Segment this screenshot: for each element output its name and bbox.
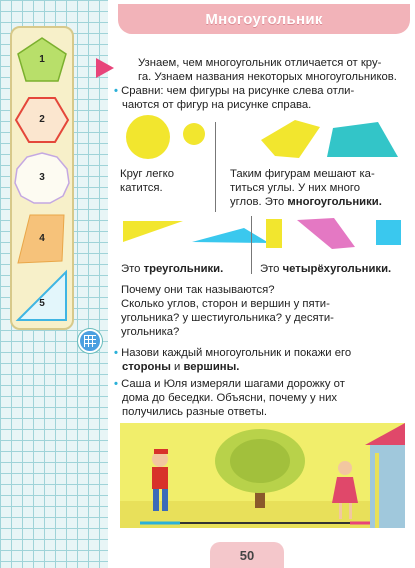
compare-text (114, 84, 409, 112)
path-scene-illustration (120, 423, 405, 528)
task-steps (114, 377, 411, 419)
pink-quadrilateral (297, 218, 355, 249)
polygon-strip (10, 26, 74, 330)
questions-line-1: Почему они так называются? (121, 284, 275, 296)
bullet-icon: • (114, 347, 118, 359)
small-circle (183, 123, 205, 145)
grid-margin (0, 0, 110, 568)
compare-line-2: чаются от фигур на рисунке справа. (122, 99, 312, 111)
circle-caption (120, 167, 220, 195)
strip-number-2: 2 (39, 114, 45, 125)
task-sides-line-1: Назови каждый многоугольник и покажи его (121, 347, 352, 359)
globe-icon (78, 329, 102, 353)
bullet-icon: • (114, 85, 118, 97)
cyan-square (376, 220, 401, 245)
intro-line-1: Узнаем, чем многоугольник отличается от кру- (138, 57, 382, 69)
polygon-caption (230, 167, 410, 209)
triangles-caption (121, 262, 251, 276)
questions-line-2: Сколько углов, сторон и вершин у пяти- (121, 298, 330, 310)
strip-number-5: 5 (39, 298, 45, 309)
triangles-term: треугольники. (143, 263, 224, 275)
intro-line-2: га. Узнаем названия некоторых многоугольников. (138, 71, 397, 83)
circle-caption-line-1: Круг легко (120, 168, 174, 180)
questions-text (121, 283, 411, 339)
bullet-icon: • (114, 378, 118, 390)
vertices-term: вершины. (183, 361, 240, 373)
quads-caption (260, 262, 410, 276)
circle-caption-line-2: катится. (120, 182, 163, 194)
yellow-triangle (123, 221, 183, 242)
sides-term: стороны (122, 361, 171, 373)
strip-number-3: 3 (39, 172, 45, 183)
page-number-tab (210, 542, 284, 568)
strip-triangle (12, 268, 72, 323)
task-steps-line-3: получились разные ответы. (122, 406, 267, 418)
polygon-caption-line-1: Таким фигурам мешают ка- (230, 168, 375, 180)
strip-decagon (12, 150, 72, 205)
page-number: 50 (239, 548, 255, 563)
strip-number-4: 4 (39, 233, 45, 244)
cyan-triangle (192, 228, 269, 243)
strip-hexagon (12, 92, 72, 147)
intro-text (124, 56, 409, 84)
questions-line-4: угольника? (121, 326, 180, 338)
triangle-icon (12, 268, 72, 323)
scene-drawing (120, 423, 405, 528)
polygon-term: многоугольники. (287, 196, 382, 208)
title-banner (118, 4, 410, 34)
task-sides (114, 346, 411, 374)
polygon-caption-line-2: титься углы. У них много (230, 182, 361, 194)
pink-arrow-icon (96, 58, 114, 78)
questions-line-3: угольника? у шестиугольника? у десяти- (121, 312, 334, 324)
strip-quadrilateral (12, 211, 72, 266)
yellow-pentagon (261, 120, 320, 158)
quads-term: четырёхугольники. (282, 263, 392, 275)
yellow-rectangle (266, 219, 282, 248)
teal-quadrilateral (327, 122, 398, 157)
strip-pentagon (12, 32, 72, 87)
divider-line (251, 216, 252, 274)
strip-number-1: 1 (39, 54, 45, 65)
polygon-caption-line-3: углов. Это (230, 196, 288, 208)
page-title: Многоугольник (205, 11, 323, 28)
quads-caption-prefix: Это (260, 263, 283, 275)
task-steps-line-1: Саша и Юля измеряли шагами дорожку от (121, 378, 345, 390)
big-circle (126, 115, 170, 159)
triangles-caption-prefix: Это (121, 263, 144, 275)
task-sides-and: и (170, 361, 184, 373)
task-steps-line-2: дома до беседки. Объясни, почему у них (122, 392, 338, 404)
compare-line-1: Сравни: чем фигуры на рисунке слева отли- (121, 85, 355, 97)
